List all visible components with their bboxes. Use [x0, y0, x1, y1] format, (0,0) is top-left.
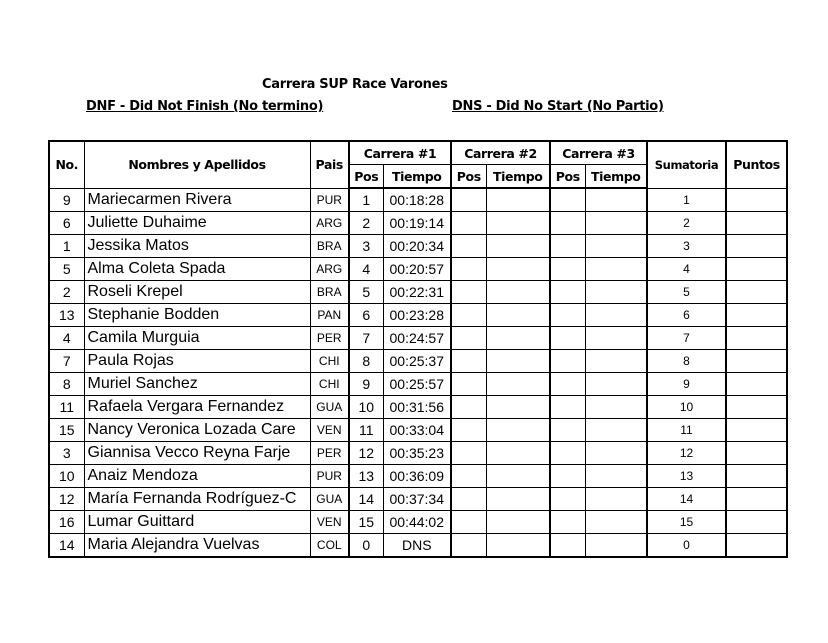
cell-puntos	[726, 534, 787, 558]
cell-pais: PAN	[310, 304, 349, 327]
cell-tiempo2	[486, 465, 550, 488]
table-row	[49, 281, 787, 304]
table-row	[49, 465, 787, 488]
table-row	[49, 304, 787, 327]
cell-tiempo2	[486, 258, 550, 281]
cell-tiempo3	[585, 350, 647, 373]
cell-pos3	[550, 212, 585, 235]
cell-tiempo2	[486, 373, 550, 396]
cell-tiempo3	[585, 235, 647, 258]
cell-sumatoria: 12	[647, 442, 726, 465]
cell-no: 16	[49, 511, 84, 534]
cell-pais: GUA	[310, 396, 349, 419]
cell-tiempo3	[585, 465, 647, 488]
cell-name: Paula Rojas	[84, 350, 310, 373]
cell-pos3	[550, 488, 585, 511]
cell-puntos	[726, 396, 787, 419]
cell-puntos	[726, 442, 787, 465]
cell-name: María Fernanda Rodríguez-C	[84, 488, 310, 511]
cell-sumatoria: 11	[647, 419, 726, 442]
cell-pos2	[451, 396, 486, 419]
cell-pos2	[451, 235, 486, 258]
cell-pos3	[550, 188, 585, 212]
cell-pos1: 7	[349, 327, 383, 350]
header-pos3: Pos	[550, 165, 585, 189]
cell-puntos	[726, 281, 787, 304]
cell-pos2	[451, 258, 486, 281]
cell-sumatoria: 0	[647, 534, 726, 558]
cell-pos3	[550, 442, 585, 465]
cell-pos1: 4	[349, 258, 383, 281]
cell-pos3	[550, 350, 585, 373]
cell-sumatoria: 5	[647, 281, 726, 304]
cell-pais: BRA	[310, 235, 349, 258]
cell-pos2	[451, 212, 486, 235]
cell-pais: PER	[310, 327, 349, 350]
cell-puntos	[726, 212, 787, 235]
cell-pos2	[451, 304, 486, 327]
cell-tiempo1: 00:25:37	[383, 350, 451, 373]
cell-tiempo1: 00:23:28	[383, 304, 451, 327]
cell-name: Alma Coleta Spada	[84, 258, 310, 281]
cell-tiempo3	[585, 511, 647, 534]
cell-pais: PUR	[310, 465, 349, 488]
header-pais: Pais	[310, 141, 349, 188]
cell-pais: CHI	[310, 350, 349, 373]
cell-name: Mariecarmen Rivera	[84, 188, 310, 212]
cell-pais: BRA	[310, 281, 349, 304]
header-race3: Carrera #3	[550, 141, 647, 165]
cell-pais: ARG	[310, 258, 349, 281]
cell-tiempo2	[486, 304, 550, 327]
cell-tiempo2	[486, 281, 550, 304]
cell-name: Anaiz Mendoza	[84, 465, 310, 488]
cell-name: Nancy Veronica Lozada Care	[84, 419, 310, 442]
cell-pos1: 14	[349, 488, 383, 511]
header-race1: Carrera #1	[349, 141, 451, 165]
cell-pos2	[451, 465, 486, 488]
cell-pos1: 3	[349, 235, 383, 258]
cell-sumatoria: 4	[647, 258, 726, 281]
cell-pos3	[550, 534, 585, 558]
cell-tiempo2	[486, 511, 550, 534]
cell-pos2	[451, 327, 486, 350]
cell-tiempo2	[486, 488, 550, 511]
cell-puntos	[726, 419, 787, 442]
cell-sumatoria: 1	[647, 188, 726, 212]
cell-pos1: 0	[349, 534, 383, 558]
cell-name: Rafaela Vergara Fernandez	[84, 396, 310, 419]
cell-tiempo2	[486, 188, 550, 212]
header-tiempo3: Tiempo	[585, 165, 647, 189]
cell-sumatoria: 7	[647, 327, 726, 350]
table-row	[49, 350, 787, 373]
cell-pais: GUA	[310, 488, 349, 511]
cell-tiempo1: 00:19:14	[383, 212, 451, 235]
cell-tiempo3	[585, 281, 647, 304]
cell-pos3	[550, 396, 585, 419]
header-no: No.	[49, 141, 84, 188]
cell-no: 3	[49, 442, 84, 465]
table-row	[49, 235, 787, 258]
cell-puntos	[726, 465, 787, 488]
cell-name: Jessika Matos	[84, 235, 310, 258]
cell-tiempo1: 00:31:56	[383, 396, 451, 419]
cell-pos3	[550, 281, 585, 304]
cell-tiempo2	[486, 212, 550, 235]
cell-pos3	[550, 419, 585, 442]
cell-tiempo1: 00:33:04	[383, 419, 451, 442]
cell-puntos	[726, 488, 787, 511]
cell-tiempo1: 00:25:57	[383, 373, 451, 396]
cell-sumatoria: 15	[647, 511, 726, 534]
table-row	[49, 419, 787, 442]
cell-pos3	[550, 304, 585, 327]
cell-name: Stephanie Bodden	[84, 304, 310, 327]
header-tiempo1: Tiempo	[383, 165, 451, 189]
cell-no: 13	[49, 304, 84, 327]
cell-no: 10	[49, 465, 84, 488]
cell-tiempo3	[585, 442, 647, 465]
cell-no: 9	[49, 188, 84, 212]
cell-pos1: 9	[349, 373, 383, 396]
cell-tiempo1: 00:20:34	[383, 235, 451, 258]
cell-pais: ARG	[310, 212, 349, 235]
cell-pos2	[451, 350, 486, 373]
header-tiempo2: Tiempo	[486, 165, 550, 189]
cell-pos2	[451, 373, 486, 396]
table-row	[49, 488, 787, 511]
cell-sumatoria: 13	[647, 465, 726, 488]
table-row	[49, 396, 787, 419]
cell-pos3	[550, 235, 585, 258]
cell-tiempo1: DNS	[383, 534, 451, 558]
cell-pos2	[451, 419, 486, 442]
cell-pos1: 8	[349, 350, 383, 373]
cell-no: 7	[49, 350, 84, 373]
cell-name: Juliette Duhaime	[84, 212, 310, 235]
cell-sumatoria: 3	[647, 235, 726, 258]
cell-name: Lumar Guittard	[84, 511, 310, 534]
cell-tiempo1: 00:37:34	[383, 488, 451, 511]
cell-name: Maria Alejandra Vuelvas	[84, 534, 310, 558]
cell-pos1: 10	[349, 396, 383, 419]
cell-tiempo1: 00:24:57	[383, 327, 451, 350]
cell-pais: PUR	[310, 188, 349, 212]
table-row	[49, 212, 787, 235]
cell-tiempo2	[486, 327, 550, 350]
cell-tiempo2	[486, 235, 550, 258]
cell-sumatoria: 14	[647, 488, 726, 511]
cell-pos1: 1	[349, 188, 383, 212]
cell-no: 6	[49, 212, 84, 235]
cell-no: 2	[49, 281, 84, 304]
cell-name: Giannisa Vecco Reyna Farje	[84, 442, 310, 465]
cell-tiempo3	[585, 188, 647, 212]
cell-no: 14	[49, 534, 84, 558]
cell-tiempo2	[486, 534, 550, 558]
header-name: Nombres y Apellidos	[84, 141, 310, 188]
cell-sumatoria: 9	[647, 373, 726, 396]
cell-tiempo3	[585, 258, 647, 281]
cell-tiempo2	[486, 396, 550, 419]
cell-pais: CHI	[310, 373, 349, 396]
cell-name: Roseli Krepel	[84, 281, 310, 304]
cell-tiempo3	[585, 396, 647, 419]
cell-pos2	[451, 511, 486, 534]
cell-puntos	[726, 188, 787, 212]
cell-pos1: 11	[349, 419, 383, 442]
cell-tiempo1: 00:35:23	[383, 442, 451, 465]
cell-tiempo3	[585, 373, 647, 396]
cell-pos1: 15	[349, 511, 383, 534]
cell-puntos	[726, 304, 787, 327]
cell-puntos	[726, 327, 787, 350]
table-row	[49, 188, 787, 212]
cell-pos2	[451, 488, 486, 511]
cell-sumatoria: 8	[647, 350, 726, 373]
cell-tiempo1: 00:22:31	[383, 281, 451, 304]
cell-pos1: 12	[349, 442, 383, 465]
cell-pos2	[451, 442, 486, 465]
cell-pos2	[451, 188, 486, 212]
cell-tiempo1: 00:20:57	[383, 258, 451, 281]
table-row	[49, 511, 787, 534]
cell-tiempo3	[585, 212, 647, 235]
cell-puntos	[726, 350, 787, 373]
page-title: Carrera SUP Race Varones	[262, 77, 448, 92]
cell-no: 4	[49, 327, 84, 350]
header-sumatoria: Sumatoria	[647, 141, 726, 188]
cell-pos2	[451, 281, 486, 304]
cell-pos1: 6	[349, 304, 383, 327]
cell-pais: VEN	[310, 511, 349, 534]
cell-puntos	[726, 258, 787, 281]
cell-no: 5	[49, 258, 84, 281]
cell-sumatoria: 6	[647, 304, 726, 327]
dns-legend: DNS - Did No Start (No Partio)	[452, 99, 664, 114]
cell-tiempo3	[585, 304, 647, 327]
dnf-legend: DNF - Did Not Finish (No termino)	[86, 99, 324, 114]
cell-tiempo3	[585, 534, 647, 558]
cell-pais: COL	[310, 534, 349, 558]
cell-pos3	[550, 258, 585, 281]
cell-tiempo1: 00:36:09	[383, 465, 451, 488]
cell-tiempo2	[486, 350, 550, 373]
cell-pos3	[550, 511, 585, 534]
cell-tiempo3	[585, 419, 647, 442]
cell-pais: PER	[310, 442, 349, 465]
cell-puntos	[726, 373, 787, 396]
cell-sumatoria: 10	[647, 396, 726, 419]
cell-pos2	[451, 534, 486, 558]
table-row	[49, 258, 787, 281]
cell-no: 11	[49, 396, 84, 419]
header-puntos: Puntos	[726, 141, 787, 188]
cell-tiempo3	[585, 327, 647, 350]
cell-tiempo1: 00:44:02	[383, 511, 451, 534]
cell-name: Muriel Sanchez	[84, 373, 310, 396]
cell-pos1: 5	[349, 281, 383, 304]
table-row	[49, 373, 787, 396]
header-pos1: Pos	[349, 165, 383, 189]
cell-no: 1	[49, 235, 84, 258]
table-row	[49, 442, 787, 465]
header-race2: Carrera #2	[451, 141, 550, 165]
cell-tiempo2	[486, 419, 550, 442]
table-row	[49, 534, 787, 558]
cell-pais: VEN	[310, 419, 349, 442]
cell-pos3	[550, 465, 585, 488]
cell-name: Camila Murguia	[84, 327, 310, 350]
cell-no: 8	[49, 373, 84, 396]
header-pos2: Pos	[451, 165, 486, 189]
cell-tiempo2	[486, 442, 550, 465]
table-row	[49, 327, 787, 350]
cell-no: 15	[49, 419, 84, 442]
cell-no: 12	[49, 488, 84, 511]
cell-pos3	[550, 373, 585, 396]
cell-puntos	[726, 511, 787, 534]
cell-pos3	[550, 327, 585, 350]
cell-sumatoria: 2	[647, 212, 726, 235]
cell-tiempo3	[585, 488, 647, 511]
results-table	[48, 140, 788, 558]
cell-pos1: 2	[349, 212, 383, 235]
cell-puntos	[726, 235, 787, 258]
cell-tiempo1: 00:18:28	[383, 188, 451, 212]
cell-pos1: 13	[349, 465, 383, 488]
